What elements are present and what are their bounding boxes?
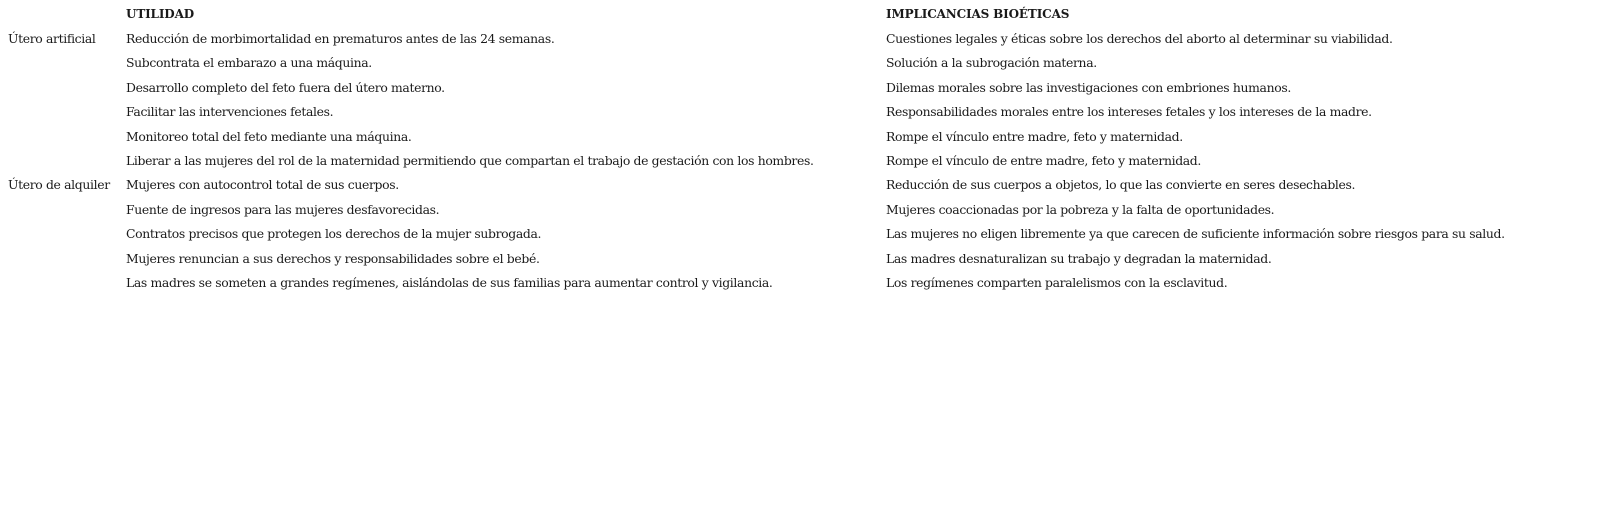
implicancias-cell: Las madres desnaturalizan su trabajo y degradan la maternidad.	[886, 250, 1272, 266]
utilidad-cell: Monitoreo total del feto mediante una máquina.	[126, 128, 412, 144]
row-label	[0, 148, 126, 172]
header-implicancias: IMPLICANCIAS BIOÉTICAS	[886, 7, 1070, 22]
utilidad-cell: Subcontrata el embarazo a una máquina.	[126, 55, 372, 71]
implicancias-cell: Dilemas morales sobre las investigaciones con embriones humanos.	[886, 79, 1291, 95]
row-label	[0, 246, 126, 270]
utilidad-cell: Las madres se someten a grandes regímenes, aislándolas de sus familias para aumentar control y vigilancia.	[126, 274, 773, 290]
utilidad-cell: Liberar a las mujeres del rol de la maternidad permitiendo que compartan el trabajo de gestación con los hombres.	[126, 153, 814, 169]
row-label	[0, 197, 126, 221]
utilidad-cell: Contratos precisos que protegen los derechos de la mujer subrogada.	[126, 226, 542, 242]
row-label	[0, 222, 126, 246]
utilidad-cell: Desarrollo completo del feto fuera del útero materno.	[126, 79, 445, 95]
table-row	[0, 51, 1603, 75]
implicancias-cell: Responsabilidades morales entre los intereses fetales y los intereses de la madre.	[886, 104, 1372, 120]
utilidad-cell: Mujeres con autocontrol total de sus cuerpos.	[126, 177, 399, 193]
row-label	[0, 51, 126, 75]
utilidad-cell: Fuente de ingresos para las mujeres desfavorecidas.	[126, 201, 440, 217]
table-body	[0, 26, 1603, 294]
utilidad-cell: Mujeres renuncian a sus derechos y responsabilidades sobre el bebé.	[126, 250, 540, 266]
implicancias-cell: Rompe el vínculo de entre madre, feto y maternidad.	[886, 153, 1201, 169]
row-label: Útero de alquiler	[8, 177, 110, 193]
table-row	[0, 100, 1603, 124]
table-row	[0, 75, 1603, 99]
header-label	[0, 0, 126, 26]
implicancias-cell: Rompe el vínculo entre madre, feto y maternidad.	[886, 128, 1183, 144]
table-row	[0, 173, 1603, 197]
utilidad-cell: Facilitar las intervenciones fetales.	[126, 104, 334, 120]
implicancias-cell: Mujeres coaccionadas por la pobreza y la falta de oportunidades.	[886, 201, 1275, 217]
table-row	[0, 148, 1603, 172]
row-label	[0, 270, 126, 294]
implicancias-cell: Los regímenes comparten paralelismos con la esclavitud.	[886, 274, 1228, 290]
row-label: Útero artificial	[8, 31, 96, 47]
table-row	[0, 222, 1603, 246]
header-utilidad: UTILIDAD	[126, 7, 194, 22]
implicancias-cell: Solución a la subrogación materna.	[886, 55, 1097, 71]
table-row	[0, 197, 1603, 221]
implicancias-cell: Cuestiones legales y éticas sobre los derechos del aborto al determinar su viabilidad.	[886, 31, 1393, 47]
implicancias-cell: Las mujeres no eligen libremente ya que carecen de suficiente información sobre riesgos para su salud.	[886, 226, 1505, 242]
table-row	[0, 246, 1603, 270]
table-header-row	[0, 0, 1603, 26]
row-label	[0, 100, 126, 124]
row-label	[0, 75, 126, 99]
table-row	[0, 26, 1603, 50]
table-row	[0, 124, 1603, 148]
row-label	[0, 124, 126, 148]
implicancias-cell: Reducción de sus cuerpos a objetos, lo que las convierte en seres desechables.	[886, 177, 1356, 193]
table-row	[0, 270, 1603, 294]
utilidad-cell: Reducción de morbimortalidad en prematuros antes de las 24 semanas.	[126, 31, 555, 47]
